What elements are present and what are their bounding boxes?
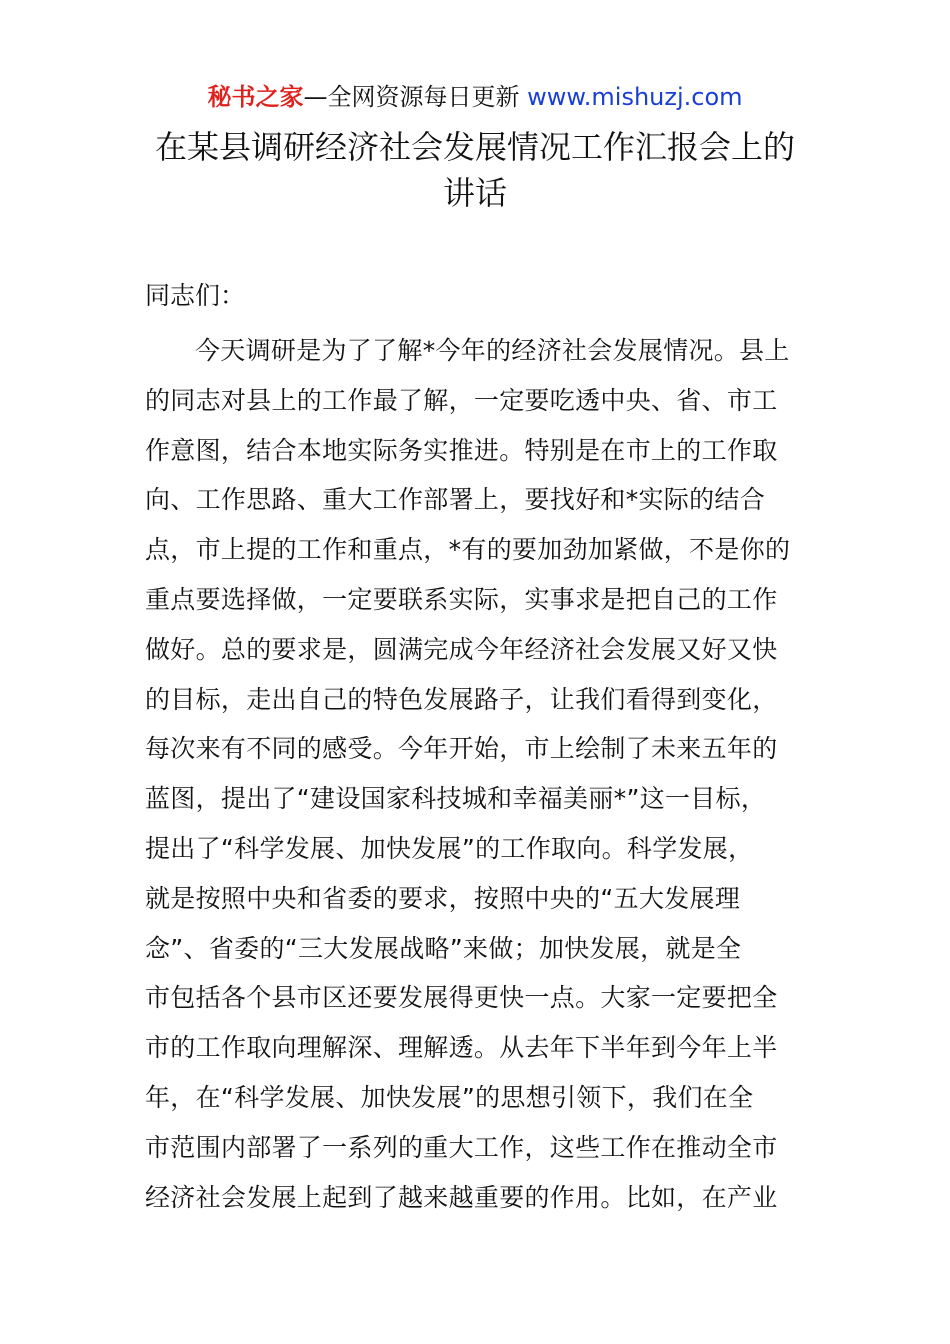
site-tagline: —全网资源每日更新 (303, 83, 528, 111)
salutation: 同志们： (145, 281, 246, 310)
body-line: 市的工作取向理解深、理解透。从去年下半年到今年上半 (145, 1033, 778, 1063)
body-line: 的目标，走出自己的特色发展路子，让我们看得到变化， (145, 684, 778, 714)
site-header (0, 80, 950, 114)
body-line: 经济社会发展上起到了越来越重要的作用。比如，在产业 (145, 1182, 778, 1212)
body-line: 年，在“科学发展、加快发展”的思想引领下，我们在全 (145, 1082, 754, 1112)
body-line: 念”、省委的“三大发展战略”来做；加快发展，就是全 (145, 933, 742, 963)
body-line: 向、工作思路、重大工作部署上，要找好和*实际的结合 (145, 485, 766, 515)
body-line: 作意图，结合本地实际务实推进。特别是在市上的工作取 (145, 435, 778, 465)
site-url-link[interactable]: www.mishuzj.com (527, 83, 743, 111)
body-line: 提出了“科学发展、加快发展”的工作取向。科学发展， (145, 833, 754, 863)
body-line: 蓝图，提出了“建设国家科技城和幸福美丽*”这一目标， (145, 784, 767, 814)
body-line: 每次来有不同的感受。今年开始，市上绘制了未来五年的 (145, 734, 778, 764)
body-line: 点，市上提的工作和重点，*有的要加劲加紧做，不是你的 (145, 535, 791, 565)
document-title-line-2: 讲话 (442, 174, 507, 212)
body-line: 重点要选择做，一定要联系实际，实事求是把自己的工作 (145, 584, 778, 614)
speech-body (145, 326, 807, 1222)
body-line: 市包括各个县市区还要发展得更快一点。大家一定要把全 (145, 983, 778, 1013)
body-line: 市范围内部署了一系列的重大工作，这些工作在推动全市 (145, 1132, 778, 1162)
document-title-line-1: 在某县调研经济社会发展情况工作汇报会上的 (154, 128, 795, 166)
brand-name: 秘书之家 (207, 83, 304, 111)
document-title (0, 124, 950, 216)
body-line: 的同志对县上的工作最了解，一定要吃透中央、省、市工 (145, 385, 778, 415)
body-line: 今天调研是为了了解*今年的经济社会发展情况。县上 (195, 336, 790, 365)
body-line: 做好。总的要求是，圆满完成今年经济社会发展又好又快 (145, 634, 778, 664)
body-line: 就是按照中央和省委的要求，按照中央的“五大发展理 (145, 883, 741, 913)
